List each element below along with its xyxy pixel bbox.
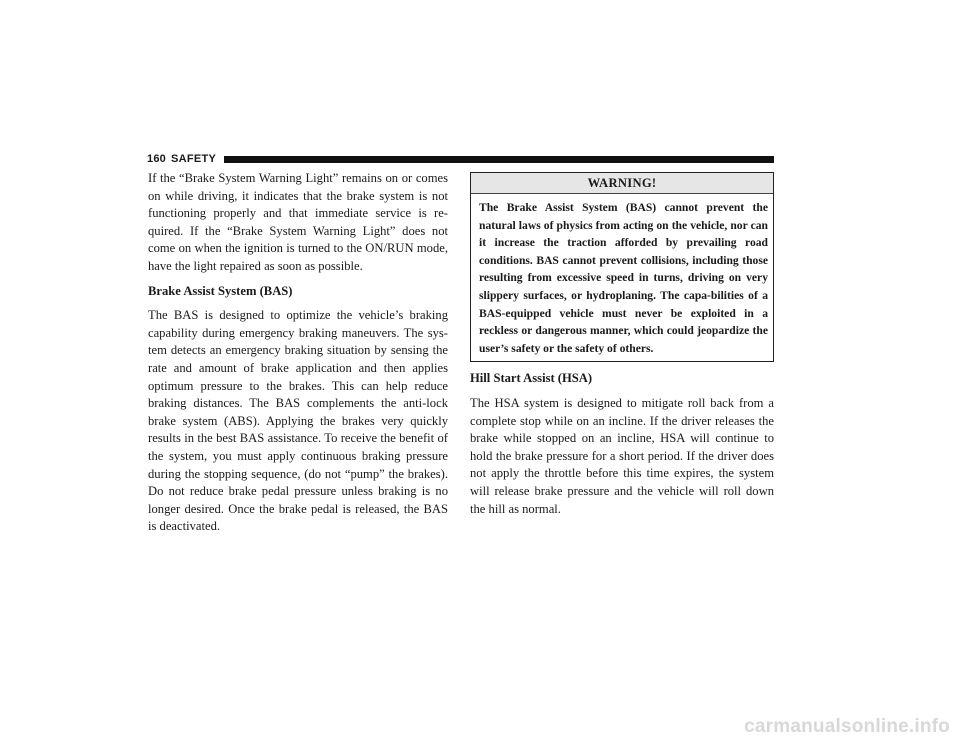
- warning-box: [470, 172, 774, 362]
- page-number: 160: [147, 153, 166, 165]
- bas-heading: Brake Assist System (BAS): [148, 283, 293, 298]
- watermark: carmanualsonline.info: [744, 716, 950, 737]
- hsa-heading: Hill Start Assist (HSA): [470, 371, 593, 386]
- warning-text: The Brake Assist System (BAS) cannot prevent the natural laws of physics from acting on the vehicle, nor can it increase the traction afforded by prevailing road conditions. BAS cannot prevent collisions, including those resulting from excessive speed in turns, driving on very slippery surfaces, or hydroplaning. The capa-bilities of a BAS-equipped vehicle must never be exploited in a reckless or dangerous manner, which could jeopardize the user’s safety or the safety of others.: [479, 201, 768, 355]
- brake-warning-light-paragraph: If the “Brake System Warning Light” remains on or comes on while driving, it indicates that the brake system is not functioning properly and that immediate service is re-quired. If the “Brake System Warning Light” does not come on when the ignition is turned to the ON/RUN mode, have the light repaired as soon as possible.: [148, 171, 448, 273]
- page-header: [147, 152, 774, 166]
- warning-title: WARNING!: [471, 173, 773, 194]
- right-column: [470, 172, 774, 525]
- bas-paragraph: The BAS is designed to optimize the vehicle’s braking capability during emergency braking maneuvers. The sys-tem detects an emergency braking situation by sensing the rate and amount of brake application and then applies optimum pressure to the brakes. This can help reduce braking distances. The BAS complements the anti-lock brake system (ABS). Applying the brakes very quickly results in the best BAS assistance. To receive the benefit of the system, you must apply continuous braking pressure during the stopping sequence, (do not “pump” the brakes). Do not reduce brake pedal pressure unless braking is no longer desired. Once the brake pedal is released, the BAS is deactivated.: [148, 308, 448, 534]
- section-name: SAFETY: [170, 153, 217, 165]
- left-column: [148, 170, 448, 543]
- header-rule: [224, 156, 774, 163]
- hsa-paragraph: The HSA system is designed to mitigate roll back from a complete stop while on an incline. If the driver releases the brake while stopped on an incline, HSA will continue to hold the brake pressure for a short period. If the driver does not apply the throttle before this time expires, the system will release brake pressure and the vehicle will roll down the hill as normal.: [470, 395, 774, 516]
